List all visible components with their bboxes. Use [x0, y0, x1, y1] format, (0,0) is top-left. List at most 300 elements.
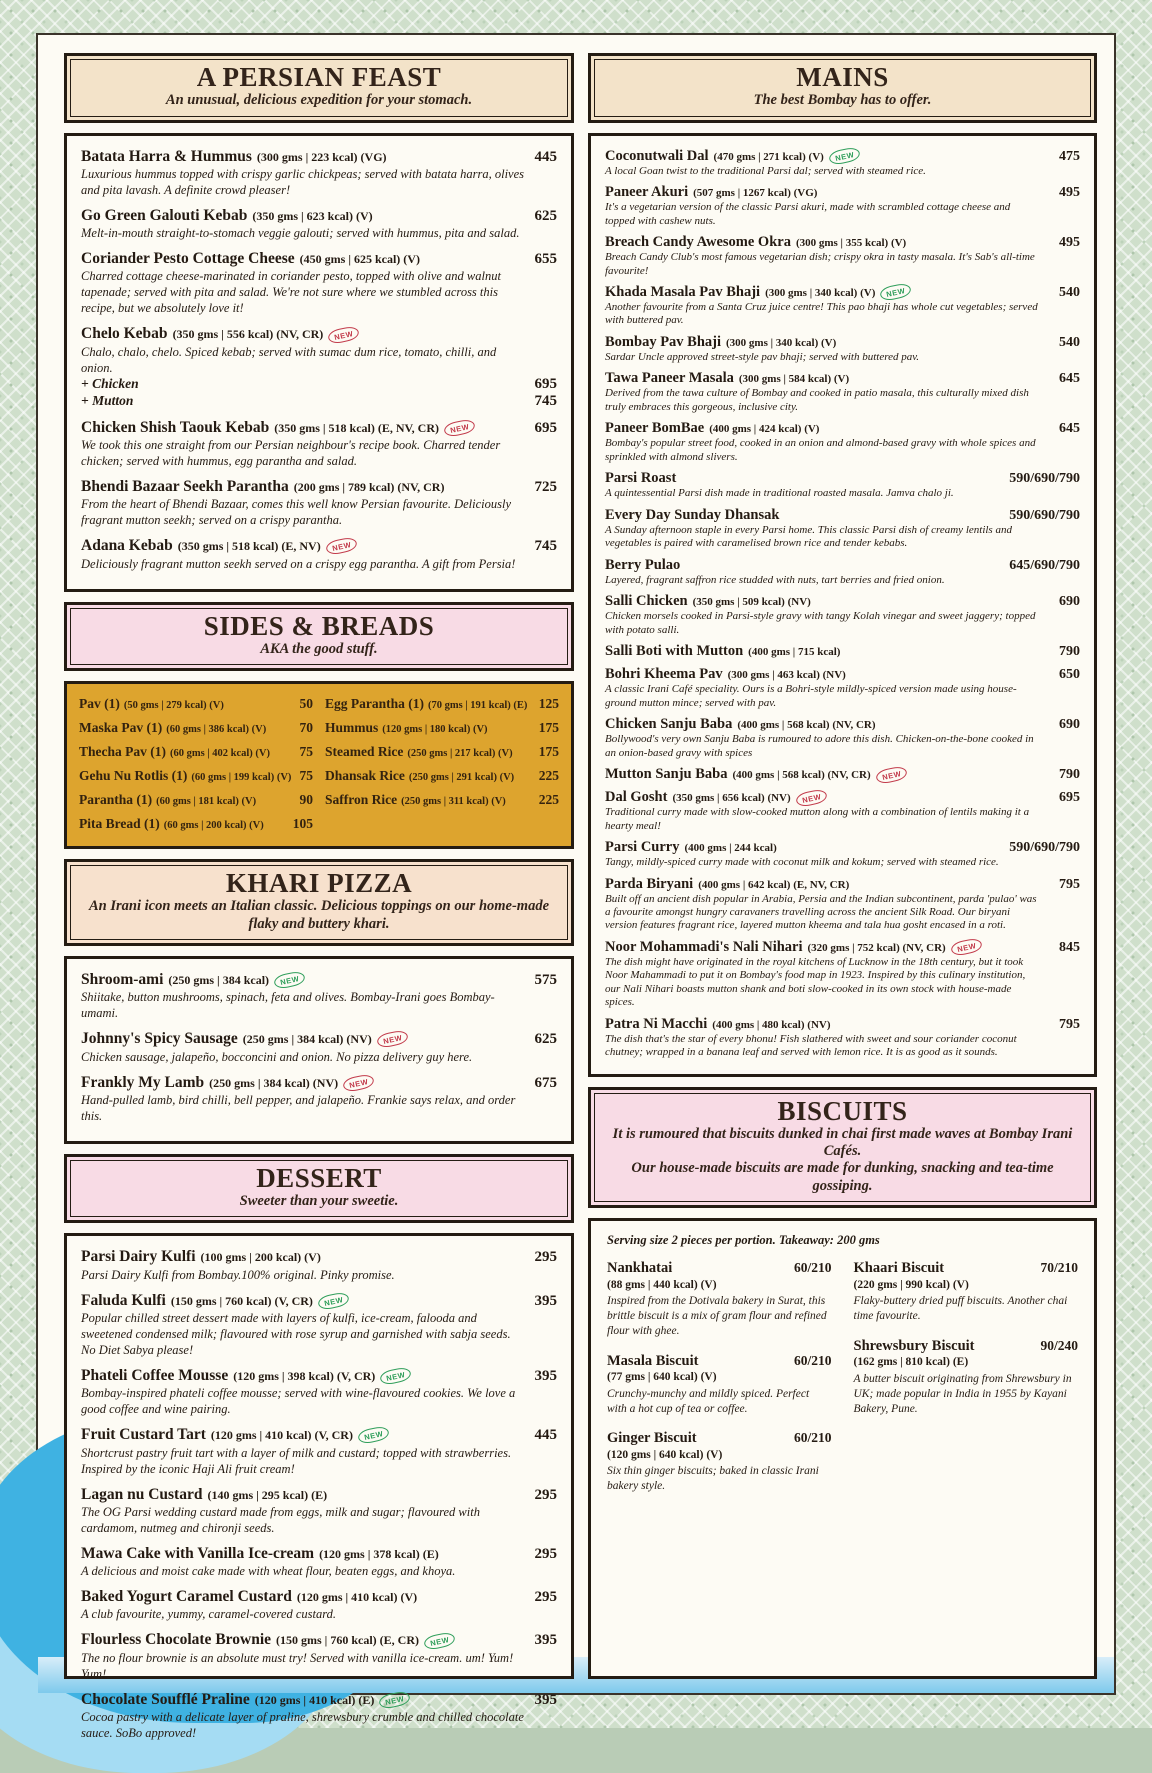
menu-item — [81, 1030, 557, 1064]
biscuit-item — [854, 1260, 1079, 1324]
item-description: Popular chilled street dessert made with layers of kulfi, ice-cream, falooda and sweetened condensed milk; flavoured with rose syrup and garnished with sabja seeds. No Diet Sabya please! — [81, 1310, 511, 1357]
item-portion-calories: (450 gms | 625 kcal) (V) — [299, 252, 420, 267]
menu-items-box — [588, 133, 1097, 1077]
menu-item — [81, 1691, 557, 1741]
item-portion-calories: (300 gms | 463 kcal) (NV) — [727, 669, 846, 682]
biscuit-portion-calories: (77 gms | 640 kcal) (V) — [607, 1371, 717, 1384]
item-price: 845 — [1059, 939, 1080, 955]
section-header-inner — [70, 1160, 568, 1218]
item-addon-price: 745 — [534, 392, 557, 409]
biscuit-portion-calories: (162 gms | 810 kcal) (E) — [853, 1356, 969, 1369]
new-badge: NEW — [875, 764, 909, 784]
item-addon-price: 695 — [534, 375, 557, 392]
menu-item-head — [81, 1631, 557, 1649]
menu-item-head — [605, 557, 1080, 574]
item-addon — [81, 393, 557, 410]
item-name: Lagan nu Custard — [81, 1485, 203, 1503]
biscuit-name: Ginger Biscuit — [607, 1430, 697, 1447]
menu-item — [605, 876, 1080, 933]
biscuit-head — [607, 1353, 832, 1370]
menu-item — [605, 507, 1080, 551]
side-name: Pav (1) — [79, 696, 120, 712]
item-description: Bombay's popular street food, cooked in an onion and almond-based gravy with whole spices and sprinkled with almond slivers. — [605, 437, 1036, 463]
item-price: 645/690/790 — [1009, 557, 1080, 573]
biscuit-price: 70/210 — [1040, 1260, 1078, 1276]
item-name: Go Green Galouti Kebab — [81, 206, 248, 224]
menu-item — [81, 325, 557, 409]
item-description: Derived from the tawa culture of Bombay and cooked in patio masala, this culturally mixed dish truly embraces this gorgeous, inclusive city. — [605, 387, 1029, 413]
item-name: Breach Candy Awesome Okra — [605, 233, 791, 250]
new-badge: NEW — [379, 1366, 413, 1386]
side-portion-calories: (250 gms | 291 kcal) (V) — [408, 772, 515, 784]
item-name: Coriander Pesto Cottage Cheese — [81, 250, 295, 268]
item-name: Coconutwali Dal — [605, 147, 709, 164]
new-badge: NEW — [443, 418, 477, 438]
item-name: Paneer Akuri — [605, 184, 689, 201]
side-price: 225 — [538, 768, 559, 784]
menu-item — [81, 971, 557, 1021]
menu-item-head — [605, 716, 1080, 733]
item-price: 625 — [534, 1031, 557, 1048]
item-portion-calories: (507 gms | 1267 kcal) (VG) — [693, 187, 818, 200]
menu-item-head — [81, 1486, 557, 1504]
section-header-inner — [70, 865, 568, 940]
item-price: 395 — [534, 1367, 557, 1384]
biscuits-column-left — [607, 1260, 832, 1508]
item-name: Adana Kebab — [81, 537, 173, 555]
side-row — [325, 741, 559, 765]
item-name: Faluda Kulfi — [81, 1291, 166, 1309]
menu-item — [605, 370, 1080, 414]
section-subtitle: It is rumoured that biscuits dunked in chai first made waves at Bombay Irani Cafés. — [612, 1125, 1073, 1160]
section-title: MAINS — [796, 62, 889, 92]
section-title: DESSERT — [256, 1162, 382, 1193]
new-badge: NEW — [273, 970, 307, 990]
side-price: 125 — [538, 696, 559, 712]
item-portion-calories: (400 gms | 642 kcal) (E, NV, CR) — [698, 878, 850, 891]
item-price: 495 — [1059, 234, 1080, 250]
item-name: Salli Boti with Mutton — [605, 643, 744, 660]
item-portion-calories: (140 gms | 295 kcal) (E) — [207, 1487, 328, 1502]
menu-item — [81, 1588, 557, 1622]
biscuits-column-right — [854, 1260, 1079, 1508]
item-portion-calories: (120 gms | 378 kcal) (E) — [319, 1546, 439, 1561]
biscuit-name: Khaari Biscuit — [853, 1260, 945, 1277]
menu-item-head — [81, 1367, 557, 1385]
menu-item — [81, 1292, 557, 1358]
item-description: Luxurious hummus topped with crispy garlic chickpeas; served with batata harra, olives and pita lavash. A definite crowd pleaser! — [81, 166, 525, 197]
item-description: Shortcrust pastry fruit tart with a layer of milk and custard; topped with strawberries. Inspired by the iconic Haji Ali fruit cream! — [81, 1445, 512, 1476]
item-price: 590/690/790 — [1009, 471, 1080, 487]
item-description: Another favourite from a Santa Cruz juice centre! This pao bhaji has whole cut vegetables; served with buttered pav. — [605, 301, 1038, 327]
new-badge: NEW — [342, 1073, 376, 1093]
item-price: 690 — [1059, 594, 1080, 610]
menu-item-head — [605, 148, 1080, 165]
item-name: Mawa Cake with Vanilla Ice-cream — [81, 1544, 315, 1562]
menu-sheet — [36, 33, 1116, 1740]
menu-item-head — [81, 148, 557, 166]
item-addon-label: + Mutton — [81, 392, 134, 408]
item-price: 795 — [1059, 876, 1080, 892]
biscuit-name: Shrewsbury Biscuit — [853, 1337, 975, 1354]
item-description: Cocoa pastry with a delicate layer of praline, shrewsbury crumble and chilled chocolate sauce. SoBo approved! — [81, 1709, 524, 1740]
item-description: Traditional curry made with slow-cooked mutton along with a combination of lentils making it a hearty meal! — [605, 806, 1030, 832]
menu-item-head — [605, 370, 1080, 387]
biscuit-description: Six thin ginger biscuits; baked in classic Irani bakery style. — [607, 1465, 819, 1493]
item-name: Berry Pulao — [605, 556, 681, 573]
item-portion-calories: (400 gms | 424 kcal) (V) — [709, 423, 820, 436]
new-badge: NEW — [423, 1630, 457, 1650]
item-description: Tangy, mildly-spiced curry made with coconut milk and kokum; served with steamed rice. — [605, 856, 999, 869]
item-price: 590/690/790 — [1009, 840, 1080, 856]
menu-items-box — [64, 1233, 574, 1740]
side-portion-calories: (60 gms | 402 kcal) (V) — [170, 748, 271, 760]
item-description: From the heart of Bhendi Bazaar, comes this well know Persian favourite. Deliciously fragrant mutton seekh; served on a crispy parantha. — [81, 497, 512, 528]
item-name: Noor Mohammadi's Nali Nihari — [605, 938, 803, 955]
side-price: 70 — [299, 720, 313, 736]
menu-item — [605, 716, 1080, 760]
side-price: 105 — [292, 816, 313, 832]
item-name: Flourless Chocolate Brownie — [81, 1631, 272, 1649]
item-price: 445 — [534, 1427, 557, 1444]
menu-item — [605, 1016, 1080, 1060]
item-description: A local Goan twist to the traditional Parsi dal; served with steamed rice. — [605, 164, 926, 177]
item-name: Batata Harra & Hummus — [81, 147, 252, 165]
item-name: Salli Chicken — [605, 593, 688, 610]
item-name: Khada Masala Pav Bhaji — [605, 283, 761, 300]
menu-item-head — [81, 419, 557, 437]
item-description: It's a vegetarian version of the classic Parsi akuri, made with scrambled cottage cheese and topped with cashew nuts. — [605, 201, 1011, 227]
biscuit-name: Nankhatai — [607, 1260, 673, 1277]
new-badge: NEW — [828, 146, 862, 166]
menu-items-box — [64, 956, 574, 1144]
menu-item — [81, 1248, 557, 1282]
left-column — [64, 35, 574, 1740]
item-description: A club favourite, yummy, caramel-covered custard. — [81, 1607, 337, 1622]
menu-items-box — [64, 133, 574, 592]
menu-item — [605, 184, 1080, 228]
biscuit-item — [854, 1338, 1079, 1417]
section-header — [64, 53, 574, 123]
biscuits-box — [588, 1218, 1097, 1679]
menu-item-head — [81, 250, 557, 268]
menu-item — [81, 207, 557, 241]
side-portion-calories: (60 gms | 199 kcal) (V) — [191, 772, 292, 784]
item-price: 745 — [534, 538, 557, 555]
menu-item — [81, 1631, 557, 1681]
item-price: 690 — [1059, 717, 1080, 733]
item-portion-calories: (120 gms | 398 kcal) (V, CR) — [233, 1368, 376, 1383]
menu-item-head — [605, 1016, 1080, 1033]
item-description: Shiitake, button mushrooms, spinach, feta and olives. Bombay-Irani goes Bombay-umami. — [81, 990, 495, 1021]
item-price: 295 — [534, 1545, 557, 1562]
item-portion-calories: (150 gms | 760 kcal) (E, CR) — [276, 1633, 419, 1648]
item-portion-calories: (300 gms | 584 kcal) (V) — [738, 373, 850, 386]
item-description: A Sunday afternoon staple in every Parsi home. This classic Parsi dish of creamy lentils and vegetables is paired with caramelised brown rice and tender kebabs. — [605, 523, 1012, 550]
section-header-inner — [594, 1093, 1091, 1203]
menu-item — [81, 537, 557, 571]
item-price: 695 — [1059, 790, 1080, 806]
item-portion-calories: (350 gms | 509 kcal) (NV) — [692, 596, 811, 609]
item-name: Chicken Shish Taouk Kebab — [81, 418, 270, 436]
side-row — [79, 813, 313, 837]
item-price: 395 — [534, 1292, 557, 1309]
item-description: A delicious and moist cake made with wheat flour, beaten eggs, and khoya. — [81, 1564, 456, 1579]
menu-item — [605, 148, 1080, 179]
item-portion-calories: (250 gms | 384 kcal) — [168, 973, 270, 987]
item-price: 790 — [1059, 767, 1080, 783]
right-column — [588, 35, 1097, 1693]
biscuit-head — [854, 1260, 1079, 1277]
side-price: 75 — [299, 768, 313, 784]
biscuit-portion-calories: (120 gms | 640 kcal) (V) — [607, 1448, 723, 1461]
section-header — [588, 53, 1097, 123]
new-badge: NEW — [317, 1291, 351, 1311]
biscuit-head — [607, 1260, 832, 1277]
item-name: Phateli Coffee Mousse — [81, 1366, 229, 1384]
menu-item — [605, 334, 1080, 365]
side-name: Dhansak Rice — [325, 768, 405, 784]
menu-item — [605, 939, 1080, 1010]
item-portion-calories: (150 gms | 760 kcal) (V, CR) — [170, 1293, 313, 1308]
item-name: Johnny's Spicy Sausage — [81, 1030, 238, 1048]
biscuit-price: 60/210 — [793, 1352, 832, 1368]
side-row — [79, 717, 313, 741]
item-portion-calories: (400 gms | 244 kcal) — [684, 842, 777, 855]
side-price: 50 — [299, 696, 313, 712]
side-portion-calories: (250 gms | 217 kcal) (V) — [407, 748, 513, 760]
side-name: Steamed Rice — [325, 744, 404, 760]
menu-item — [81, 250, 557, 316]
biscuit-description: Crunchy-munchy and mildly spiced. Perfect with a hot cup of tea or coffee. — [607, 1387, 810, 1415]
side-portion-calories: (120 gms | 180 kcal) (V) — [382, 724, 488, 736]
menu-item — [605, 839, 1080, 870]
side-name: Pita Bread (1) — [79, 816, 160, 832]
section-title: KHARI PIZZA — [225, 868, 413, 899]
menu-item — [605, 284, 1080, 328]
item-name: Bombay Pav Bhaji — [605, 333, 722, 350]
biscuits-columns — [607, 1260, 1078, 1508]
item-description: The dish might have originated in the royal kitchens of Lucknow in the 18th century, but it took Noor Mahammadi to put it on Bombay's food map in 1923. Inspired by this culinary institution, our Nali Nihari boasts mutton shank and boti slow-cooked in its own stock with house-made spices. — [605, 956, 1026, 1009]
menu-item-head — [81, 1588, 557, 1606]
section-header-inner — [70, 59, 568, 117]
menu-item — [81, 1426, 557, 1476]
item-price: 795 — [1059, 1016, 1080, 1032]
new-badge: NEW — [795, 788, 829, 808]
item-portion-calories: (300 gms | 340 kcal) (V) — [726, 336, 837, 349]
item-price: 395 — [534, 1632, 557, 1649]
item-name: Paneer BomBae — [605, 420, 705, 437]
biscuit-description: Flaky-buttery dried puff biscuits. Another chai time favourite. — [853, 1295, 1068, 1322]
item-name: Every Day Sunday Dhansak — [605, 506, 780, 523]
item-price: 625 — [534, 207, 557, 224]
menu-item-head — [81, 971, 557, 989]
menu-item-head — [81, 1545, 557, 1563]
side-portion-calories: (60 gms | 181 kcal) (V) — [156, 796, 257, 808]
item-portion-calories: (350 gms | 518 kcal) (E, NV) — [177, 539, 321, 554]
menu-item — [605, 470, 1080, 501]
item-price: 475 — [1059, 148, 1080, 164]
biscuit-price: 60/210 — [793, 1430, 832, 1446]
item-description: Bombay-inspired phateli coffee mousse; served with wine-flavoured cookies. We love a good coffee and wine pairing. — [81, 1386, 516, 1417]
side-price: 90 — [299, 792, 313, 808]
menu-item-head — [81, 1030, 557, 1048]
biscuit-name: Masala Biscuit — [607, 1352, 699, 1369]
biscuit-item — [607, 1430, 832, 1494]
item-description: The OG Parsi wedding custard made from eggs, milk and sugar; flavoured with cardamom, nutmeg and chironji seeds. — [81, 1504, 480, 1535]
side-portion-calories: (250 gms | 311 kcal) (V) — [401, 796, 506, 808]
item-price: 295 — [534, 1589, 557, 1606]
section-subtitle: The best Bombay has to offer. — [753, 92, 932, 109]
menu-item — [605, 666, 1080, 710]
item-description: A quintessential Parsi dish made in traditional roasted masala. Jamva chalo ji. — [605, 487, 954, 500]
item-price: 645 — [1059, 421, 1080, 437]
item-name: Parsi Roast — [605, 470, 677, 487]
item-description: Melt-in-mouth straight-to-stomach veggie galouti; served with hummus, pita and salad. — [81, 226, 520, 241]
menu-item-head — [605, 939, 1080, 956]
section-header — [64, 602, 574, 672]
item-name: Parsi Dairy Kulfi — [81, 1248, 196, 1266]
sides-column-right — [325, 693, 559, 837]
new-badge: NEW — [378, 1690, 412, 1710]
biscuit-item — [607, 1353, 832, 1417]
menu-item — [605, 766, 1080, 783]
side-name: Maska Pav (1) — [79, 720, 163, 736]
menu-item-head — [81, 478, 557, 496]
item-price: 495 — [1059, 185, 1080, 201]
menu-item-head — [605, 839, 1080, 856]
side-row — [325, 765, 559, 789]
item-description: The dish that's the star of every bhonu! Fish slathered with sweet and sour coriander coconut chutney; wrapped in a banana leaf and served with lemon rice. It is as good as it sounds. — [605, 1032, 1017, 1059]
menu-item-head — [605, 593, 1080, 610]
item-name: Tawa Paneer Masala — [605, 370, 734, 387]
item-description: Sardar Uncle approved street-style pav bhaji; served with buttered pav. — [605, 350, 920, 363]
item-price: 575 — [534, 972, 557, 988]
menu-item-head — [81, 537, 557, 555]
menu-item-head — [605, 420, 1080, 437]
section-header — [64, 1154, 574, 1224]
side-row — [325, 789, 559, 813]
menu-item — [81, 478, 557, 528]
section-header — [64, 859, 574, 946]
item-price: 540 — [1059, 284, 1080, 300]
side-portion-calories: (70 gms | 191 kcal) (E) — [428, 700, 528, 712]
menu-item — [605, 420, 1080, 464]
menu-item-head — [605, 789, 1080, 806]
item-name: Frankly My Lamb — [81, 1073, 205, 1091]
section-subtitle-2: Our house-made biscuits are made for dunking, snacking and tea-time gossiping. — [631, 1160, 1054, 1194]
item-name: Mutton Sanju Baba — [605, 766, 728, 783]
item-description: Hand-pulled lamb, bird chilli, bell pepper, and jalapeño. Frankie says relax, and order this. — [81, 1092, 516, 1123]
section-header — [588, 1087, 1097, 1209]
new-badge: NEW — [325, 536, 359, 556]
biscuit-item — [607, 1260, 832, 1339]
side-portion-calories: (60 gms | 386 kcal) (V) — [166, 724, 267, 736]
item-description: Layered, fragrant saffron rice studded with nuts, tart berries and fried onion. — [605, 573, 945, 586]
item-portion-calories: (120 gms | 410 kcal) (V, CR) — [210, 1428, 353, 1443]
menu-item-head — [605, 507, 1080, 524]
side-name: Saffron Rice — [325, 792, 398, 808]
item-portion-calories: (470 gms | 271 kcal) (V) — [713, 150, 824, 163]
item-description: Chalo, chalo, chelo. Spiced kebab; served with sumac dum rice, tomato, chilli, and onion. — [81, 344, 497, 375]
sides-column-left — [79, 693, 313, 837]
new-badge: NEW — [950, 937, 984, 957]
side-name: Egg Parantha (1) — [325, 696, 424, 712]
item-portion-calories: (300 gms | 340 kcal) (V) — [765, 286, 876, 299]
item-name: Dal Gosht — [605, 789, 668, 806]
new-badge: NEW — [879, 282, 913, 302]
side-row — [79, 741, 313, 765]
side-price: 175 — [538, 720, 559, 736]
side-row — [325, 717, 559, 741]
item-name: Bohri Kheema Pav — [605, 666, 723, 683]
item-portion-calories: (400 gms | 568 kcal) (NV, CR) — [737, 719, 876, 732]
biscuit-description: A butter biscuit originating from Shrewsbury in UK; made popular in India in 1955 by Kayani Bakery, Pune. — [853, 1372, 1072, 1415]
item-name: Chicken Sanju Baba — [605, 716, 733, 733]
sides-breads-table — [64, 681, 574, 849]
side-name: Hummus — [325, 720, 379, 736]
menu-item-head — [81, 1292, 557, 1310]
biscuit-portion-calories: (220 gms | 990 kcal) (V) — [853, 1278, 969, 1291]
item-name: Parda Biryani — [605, 875, 694, 892]
menu-item-head — [605, 184, 1080, 201]
item-description: Parsi Dairy Kulfi from Bombay.100% original. Pinky promise. — [81, 1267, 395, 1282]
item-price: 540 — [1059, 334, 1080, 350]
item-portion-calories: (350 gms | 556 kcal) (NV, CR) — [172, 327, 324, 342]
side-portion-calories: (50 gms | 279 kcal) (V) — [123, 700, 224, 712]
side-name: Gehu Nu Rotlis (1) — [79, 768, 188, 784]
item-description: The no flour brownie is an absolute must try! Served with vanilla ice-cream. um! Yum! Yum! — [81, 1650, 514, 1681]
item-portion-calories: (100 gms | 200 kcal) (V) — [200, 1250, 321, 1265]
item-portion-calories: (400 gms | 715 kcal) — [748, 646, 841, 659]
item-price: 695 — [534, 419, 557, 436]
item-price: 590/690/790 — [1009, 507, 1080, 523]
item-name: Shroom-ami — [81, 971, 164, 988]
section-subtitle: AKA the good stuff. — [260, 640, 378, 657]
item-name: Chelo Kebab — [81, 325, 168, 343]
menu-item-head — [81, 1691, 557, 1709]
section-title: A PERSIAN FEAST — [196, 62, 442, 92]
side-price: 225 — [538, 792, 559, 808]
item-portion-calories: (120 gms | 410 kcal) (V) — [296, 1590, 418, 1605]
menu-item — [605, 643, 1080, 660]
biscuit-price: 90/240 — [1040, 1337, 1078, 1353]
biscuit-head — [607, 1430, 832, 1447]
side-row — [79, 789, 313, 813]
item-portion-calories: (320 gms | 752 kcal) (NV, CR) — [807, 941, 946, 954]
menu-item-head — [605, 234, 1080, 251]
section-header-inner — [70, 608, 568, 666]
item-portion-calories: (300 gms | 223 kcal) (VG) — [256, 149, 387, 164]
item-price: 790 — [1059, 644, 1080, 660]
menu-item-head — [605, 334, 1080, 351]
menu-item — [81, 419, 557, 469]
menu-item — [605, 593, 1080, 637]
side-price: 175 — [538, 744, 559, 760]
section-title: BISCUITS — [777, 1095, 908, 1126]
section-subtitle: Sweeter than your sweetie. — [239, 1193, 399, 1209]
item-price: 725 — [534, 478, 557, 495]
section-header-inner — [594, 59, 1091, 117]
item-description: Built off an ancient dish popular in Arabia, Persia and the Indian subcontinent, parda 'pulao' was a favourite amongst hungry caravaners travelling across the ancient Silk Road. Our biryani version features fragrant rice, layered mutton kheema and tala hua gosht encased in a roti. — [605, 892, 1037, 932]
item-price: 655 — [534, 251, 557, 268]
menu-item — [81, 1367, 557, 1417]
section-subtitle: An Irani icon meets an Italian classic. Delicious toppings on our home-made flaky and buttery khari. — [88, 898, 550, 932]
item-description: A classic Irani Café speciality. Ours is a Bohri-style mildly-spiced version made using house-ground mutton mince; served with pav. — [605, 683, 1017, 709]
item-name: Chocolate Soufflé Praline — [81, 1690, 250, 1708]
section-subtitle: An unusual, delicious expedition for your stomach. — [165, 92, 473, 109]
biscuit-portion-calories: (88 gms | 440 kcal) (V) — [607, 1278, 717, 1291]
